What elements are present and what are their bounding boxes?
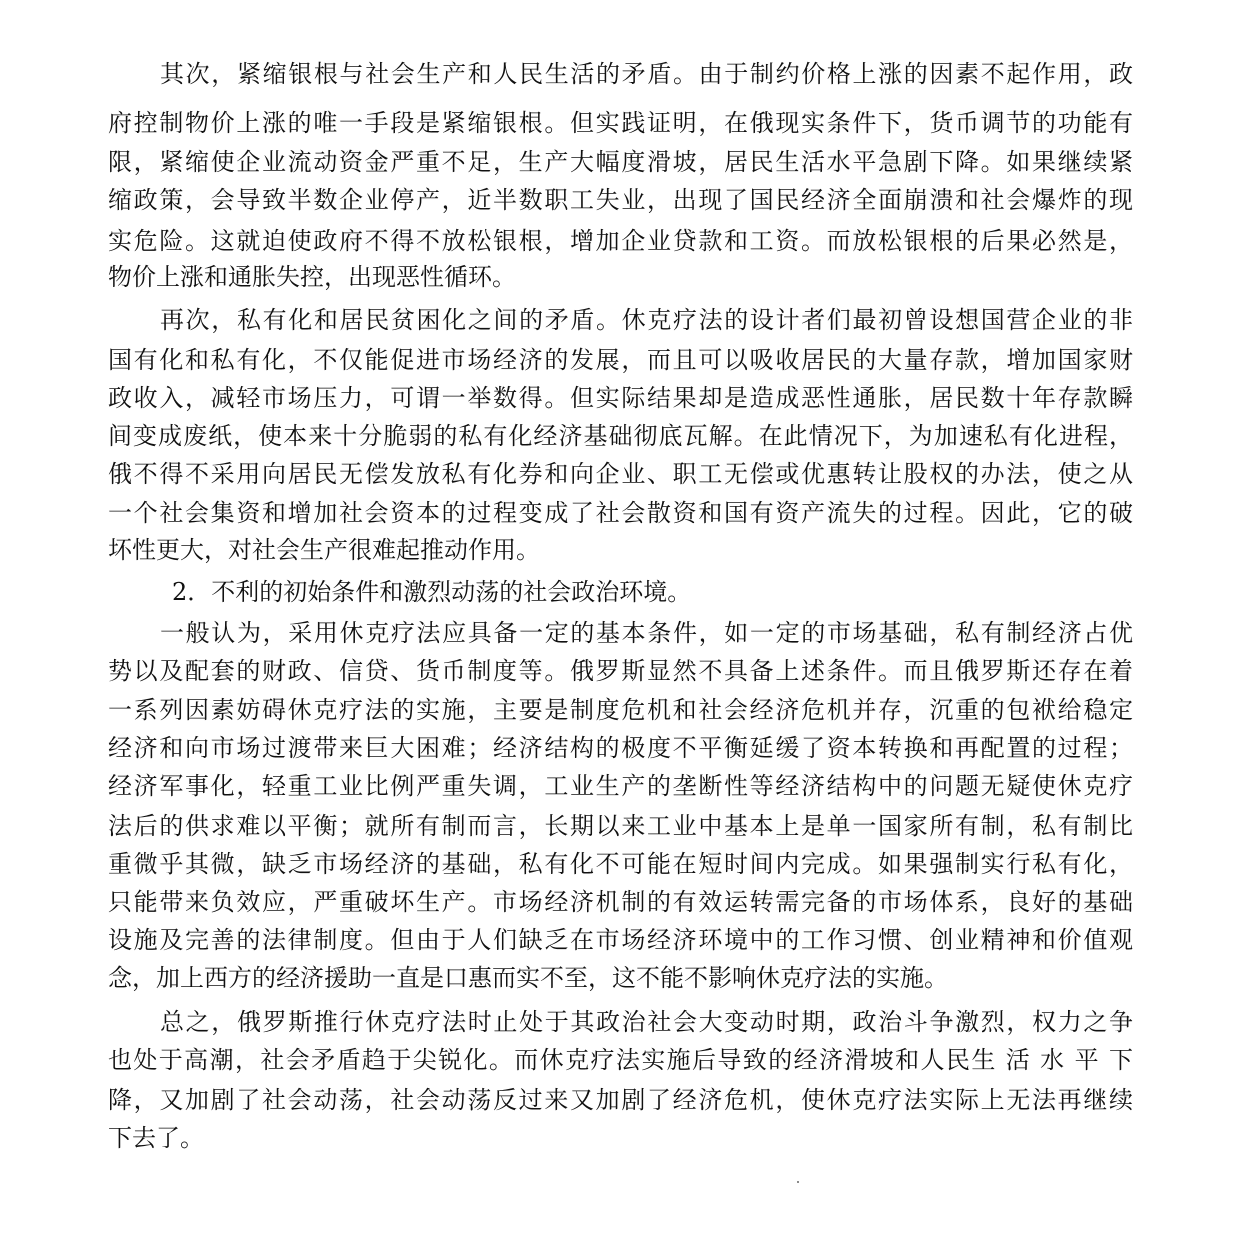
- text-line: 物价上涨和通胀失控，出现恶性循环。: [108, 263, 516, 291]
- text-line: 重微乎其微，缺乏市场经济的基础，私有化不可能在短时间内完成。如果强制实行私有化，: [108, 850, 1133, 878]
- text-line: 总之，俄罗斯推行休克疗法时止处于其政治社会大变动时期，政治斗争激烈，权力之争: [160, 1008, 1133, 1036]
- text-line: 国有化和私有化，不仅能促进市场经济的发展，而且可以吸收居民的大量存款，增加国家财: [108, 346, 1133, 374]
- text-line: 一般认为，采用休克疗法应具备一定的基本条件，如一定的市场基础，私有制经济占优: [160, 619, 1133, 647]
- text-line: 也处于高潮，社会矛盾趋于尖锐化。而休克疗法实施后导致的经济滑坡和人民生 活 水 平 下: [108, 1046, 1133, 1074]
- text-line: 府控制物价上涨的唯一手段是紧缩银根。但实践证明，在俄现实条件下，货币调节的功能有: [108, 109, 1133, 137]
- section-heading: 2．不利的初始条件和激烈动荡的社会政治环境。: [172, 578, 692, 606]
- text-line: 政收入，减轻市场压力，可谓一举数得。但实际结果却是造成恶性通胀，居民数十年存款瞬: [108, 384, 1133, 412]
- text-line: 势以及配套的财政、信贷、货币制度等。俄罗斯显然不具备上述条件。而且俄罗斯还存在着: [108, 657, 1133, 685]
- text-line: 法后的供求难以平衡；就所有制而言，长期以来工业中基本上是单一国家所有制，私有制比: [108, 812, 1133, 840]
- text-line: 下去了。: [108, 1124, 204, 1152]
- text-line: 只能带来负效应，严重破坏生产。市场经济机制的有效运转需完备的市场体系，良好的基础: [108, 888, 1133, 916]
- text-line: 限，紧缩使企业流动资金严重不足，生产大幅度滑坡，居民生活水平急剧下降。如果继续紧: [108, 148, 1133, 176]
- text-line: 一系列因素妨碍休克疗法的实施，主要是制度危机和社会经济危机并存，沉重的包袱给稳定: [108, 696, 1133, 724]
- text-line: 经济和向市场过渡带来巨大困难；经济结构的极度不平衡延缓了资本转换和再配置的过程；: [108, 734, 1133, 762]
- text-line: 再次，私有化和居民贫困化之间的矛盾。休克疗法的设计者们最初曾设想国营企业的非: [160, 306, 1133, 334]
- text-line: 间变成废纸，使本来十分脆弱的私有化经济基础彻底瓦解。在此情况下，为加速私有化进程，: [108, 422, 1133, 450]
- text-line: 降，又加剧了社会动荡，社会动荡反过来又加剧了经济危机，使休克疗法实际上无法再继续: [108, 1086, 1133, 1114]
- text-line: 缩政策，会导致半数企业停产，近半数职工失业，出现了国民经济全面崩溃和社会爆炸的现: [108, 186, 1133, 214]
- text-line: 实危险。这就迫使政府不得不放松银根，增加企业贷款和工资。而放松银根的后果必然是，: [108, 227, 1133, 255]
- text-line: 念，加上西方的经济援助一直是口惠而实不至，这不能不影响休克疗法的实施。: [108, 964, 948, 992]
- text-line: 俄不得不采用向居民无偿发放私有化券和向企业、职工无偿或优惠转让股权的办法，使之从: [108, 460, 1133, 488]
- text-line: 一个社会集资和增加社会资本的过程变成了社会散资和国有资产流失的过程。因此，它的破: [108, 499, 1133, 527]
- text-line: 经济军事化，轻重工业比例严重失调，工业生产的垄断性等经济结构中的问题无疑使休克疗: [108, 772, 1133, 800]
- text-line: 其次，紧缩银根与社会生产和人民生活的矛盾。由于制约价格上涨的因素不起作用，政: [160, 60, 1133, 88]
- text-line: 坏性更大，对社会生产很难起推动作用。: [108, 536, 540, 564]
- scan-speck: [797, 1181, 799, 1183]
- text-line: 设施及完善的法律制度。但由于人们缺乏在市场经济环境中的工作习惯、创业精神和价值观: [108, 926, 1133, 954]
